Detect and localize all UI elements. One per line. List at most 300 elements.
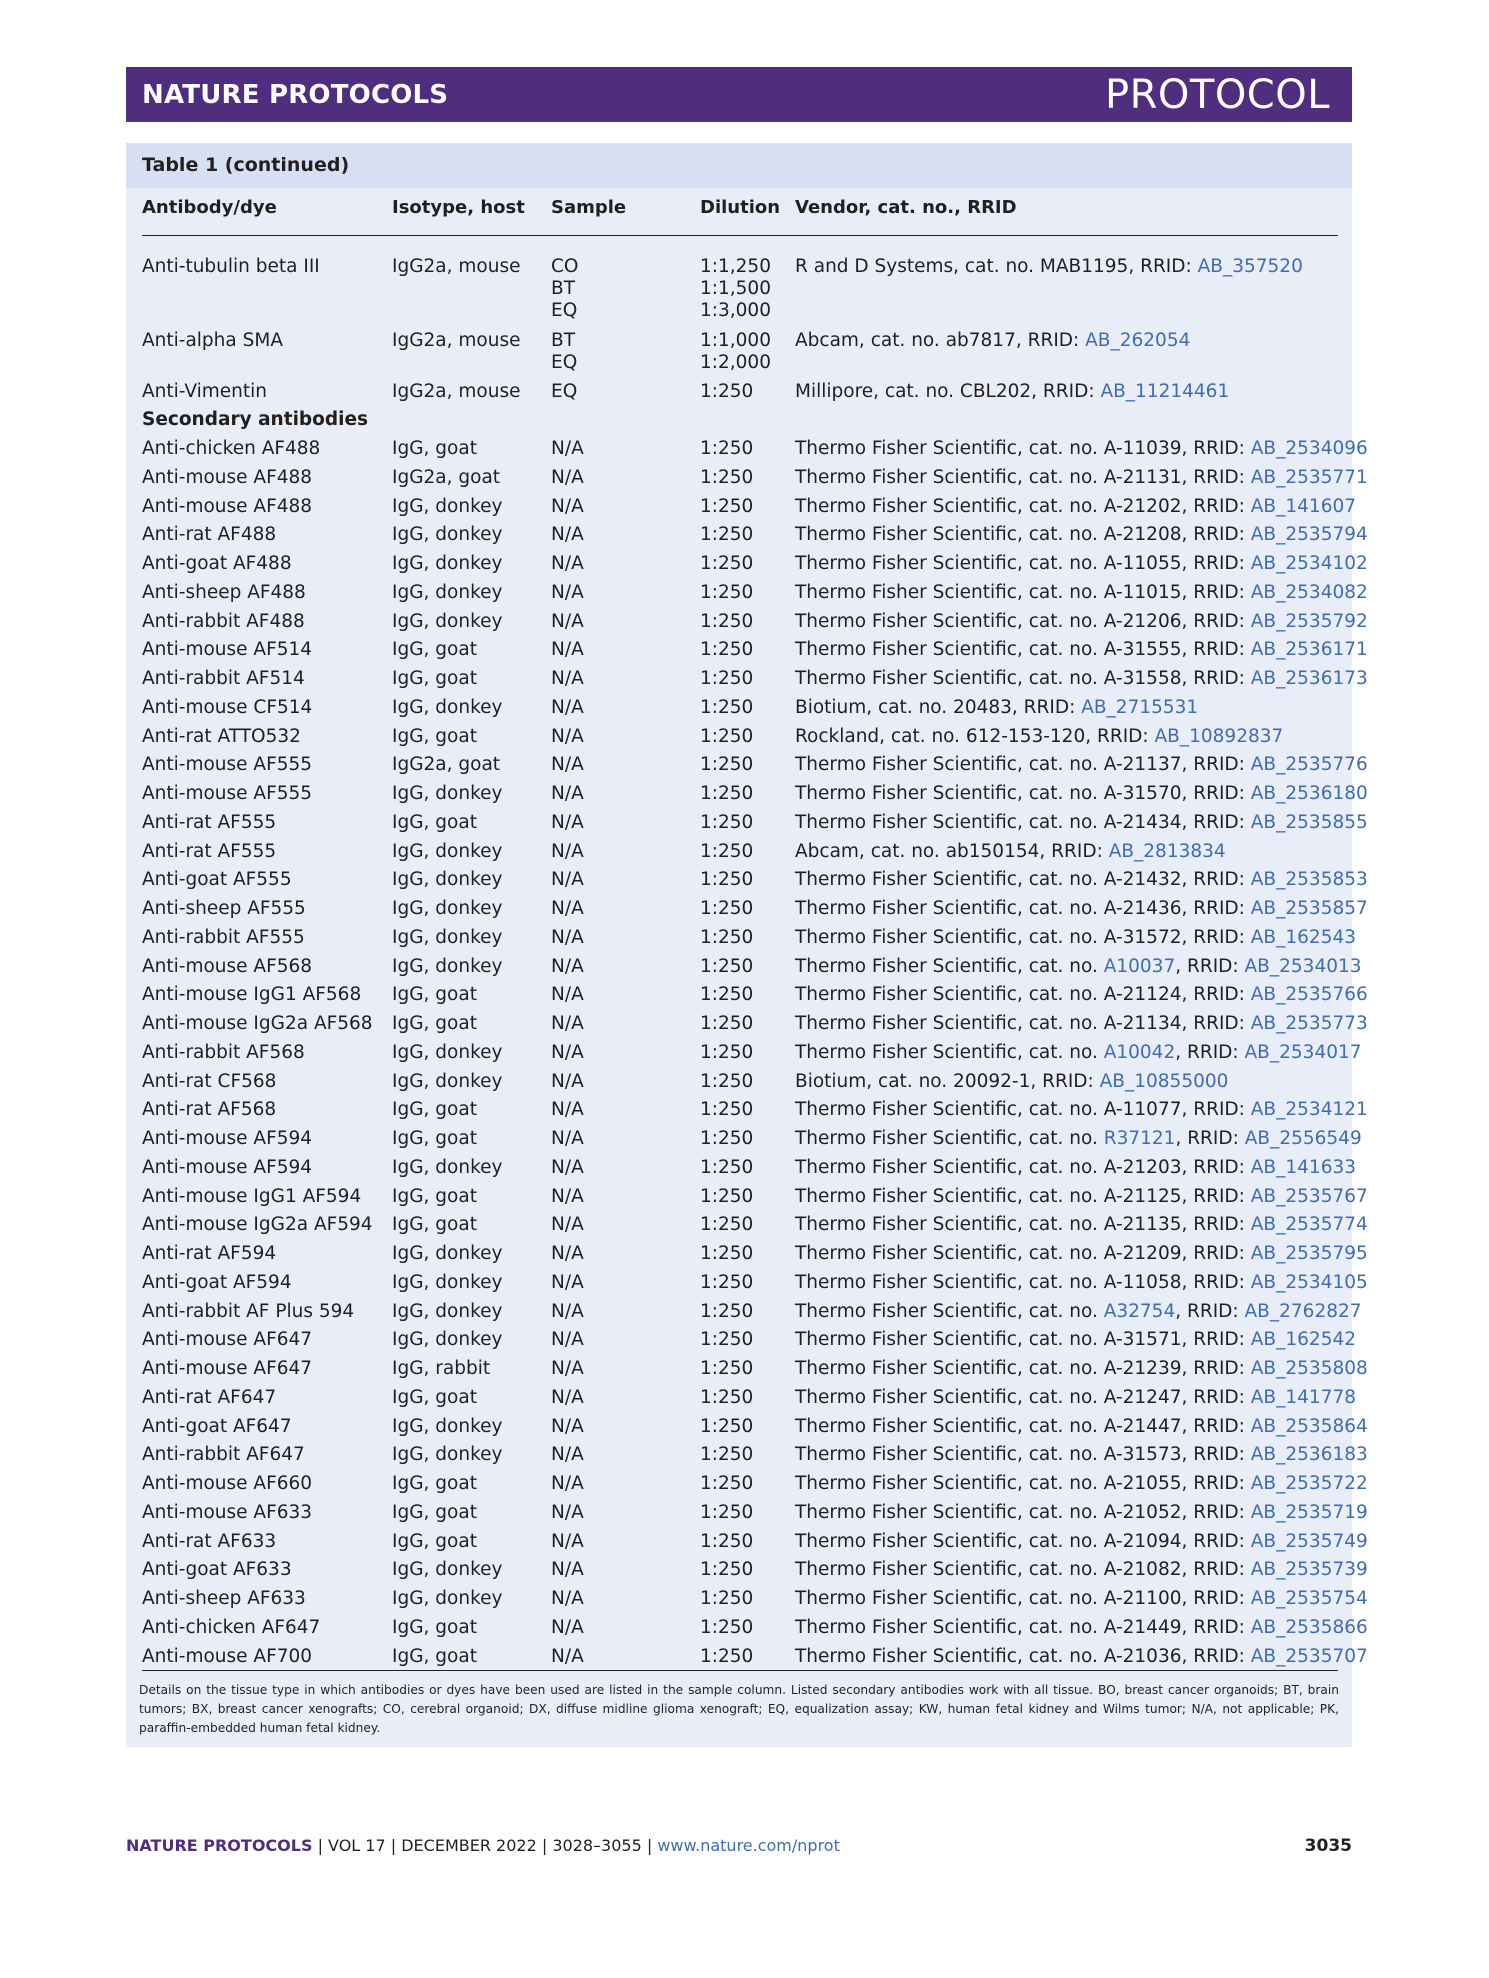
antibody-name: Anti-mouse IgG2a AF594 [142, 1214, 373, 1235]
vendor-text: Thermo Fisher Scientific, cat. no. A-11039, RRID: [795, 438, 1251, 459]
dilution-value: 1:250 [700, 381, 754, 402]
rrid-link[interactable]: AB_141633 [1250, 1157, 1356, 1178]
table-footnote: Details on the tissue type in which antibodies or dyes have been used are listed in the sample column. Listed secondary antibodies work with all tissue. BO, breast cancer organoids; BT, brain tumors; BX, breast cancer xenografts; CO, cerebral organoid; DX, diffuse midline glioma xenograft; EQ, equalization assay; KW, human fetal kidney and Wilms tumor; N/A, not applicable; PK, paraffin-embedded human fetal kidney. [139, 1683, 1339, 1735]
vendor-info [795, 898, 1368, 920]
vendor-info [795, 1243, 1368, 1265]
vendor-text: Thermo Fisher Scientific, cat. no. A-21052, RRID: [795, 1502, 1251, 1523]
footer-url-link[interactable]: www.nature.com/nprot [657, 1836, 840, 1855]
antibody-name: Anti-rat AF488 [142, 524, 277, 545]
dilution-value: 1:250 [700, 869, 754, 890]
vendor-text: , RRID: [1175, 956, 1245, 977]
vendor-text: R and D Systems, cat. no. MAB1195, RRID: [795, 256, 1198, 277]
dilution-value: 1:1,500 [700, 278, 771, 299]
vendor-info [795, 726, 1283, 748]
rrid-link[interactable]: AB_357520 [1197, 256, 1303, 277]
vendor-text: Thermo Fisher Scientific, cat. no. A-21094, RRID: [795, 1531, 1251, 1552]
antibody-name: Anti-rat AF555 [142, 841, 277, 862]
antibody-name: Anti-rat AF594 [142, 1243, 277, 1264]
sample-code: N/A [551, 1358, 584, 1379]
vendor-info [795, 1473, 1368, 1495]
rrid-link[interactable]: AB_2535766 [1250, 984, 1368, 1005]
vendor-info [795, 1272, 1368, 1294]
dilution-value: 1:250 [700, 1214, 754, 1235]
catalog-link[interactable]: A10042 [1103, 1042, 1176, 1063]
vendor-text: Thermo Fisher Scientific, cat. no. A-21209, RRID: [795, 1243, 1251, 1264]
dilution-value: 1:250 [700, 927, 754, 948]
sample-code: N/A [551, 524, 584, 545]
isotype-host: IgG, donkey [392, 496, 503, 517]
vendor-info [795, 1444, 1368, 1466]
sample-code: N/A [551, 496, 584, 517]
antibody-name: Anti-goat AF594 [142, 1272, 292, 1293]
rrid-link[interactable]: AB_2535808 [1250, 1358, 1368, 1379]
antibody-name: Anti-mouse AF594 [142, 1128, 313, 1149]
antibody-name: Anti-mouse IgG1 AF594 [142, 1186, 362, 1207]
dilution-value: 1:250 [700, 1416, 754, 1437]
rrid-link[interactable]: AB_141778 [1250, 1387, 1356, 1408]
vendor-info [795, 812, 1368, 834]
dilution-value: 1:250 [700, 984, 754, 1005]
dilution-value: 1:250 [700, 1559, 754, 1580]
antibody-name: Anti-rabbit AF488 [142, 611, 305, 632]
rrid-link[interactable]: AB_141607 [1250, 496, 1356, 517]
vendor-text: Thermo Fisher Scientific, cat. no. A-31571, RRID: [795, 1329, 1251, 1350]
isotype-host: IgG, donkey [392, 1559, 503, 1580]
dilution-value: 1:250 [700, 582, 754, 603]
sample-code: BT [551, 278, 575, 299]
isotype-host: IgG, goat [392, 1387, 477, 1408]
vendor-info [795, 496, 1356, 518]
dilution-value: 1:250 [700, 1387, 754, 1408]
antibody-name: Anti-Vimentin [142, 381, 268, 402]
vendor-info [795, 1588, 1368, 1610]
vendor-info [795, 381, 1229, 403]
rrid-link[interactable]: AB_2535795 [1250, 1243, 1368, 1264]
isotype-host: IgG, goat [392, 1214, 477, 1235]
rrid-link[interactable]: AB_162543 [1250, 927, 1356, 948]
vendor-info [795, 611, 1368, 633]
catalog-link[interactable]: A10037 [1103, 956, 1176, 977]
column-header-vendor: Vendor, cat. no., RRID [795, 197, 1017, 218]
isotype-host: IgG, donkey [392, 1416, 503, 1437]
isotype-host: IgG, rabbit [392, 1358, 491, 1379]
vendor-text: Thermo Fisher Scientific, cat. no. A-21055, RRID: [795, 1473, 1251, 1494]
sample-code: N/A [551, 1013, 584, 1034]
table-caption-bar [126, 143, 1352, 188]
footer-sep: | [312, 1836, 329, 1855]
rrid-link[interactable]: AB_2556549 [1244, 1128, 1362, 1149]
dilution-value: 1:250 [700, 754, 754, 775]
dilution-value: 1:250 [700, 1042, 754, 1063]
column-header-sample: Sample [551, 197, 627, 218]
sample-code: N/A [551, 984, 584, 1005]
rrid-link[interactable]: AB_2536173 [1250, 668, 1368, 689]
isotype-host: IgG, goat [392, 1186, 477, 1207]
isotype-host: IgG, goat [392, 1646, 477, 1667]
dilution-value: 1:1,000 [700, 330, 771, 351]
isotype-host: IgG, donkey [392, 524, 503, 545]
dilution-value: 1:250 [700, 726, 754, 747]
sample-code: BT [551, 330, 575, 351]
vendor-info [795, 1099, 1368, 1121]
vendor-text: Thermo Fisher Scientific, cat. no. A-21134, RRID: [795, 1013, 1251, 1034]
vendor-info [795, 869, 1368, 891]
vendor-text: Thermo Fisher Scientific, cat. no. A-21203, RRID: [795, 1157, 1251, 1178]
rrid-link[interactable]: AB_2535774 [1250, 1214, 1368, 1235]
sample-code: N/A [551, 1071, 584, 1092]
sample-code: N/A [551, 1329, 584, 1350]
sample-code: EQ [551, 300, 578, 321]
vendor-text: Thermo Fisher Scientific, cat. no. A-21202, RRID: [795, 496, 1251, 517]
sample-code: N/A [551, 927, 584, 948]
antibody-name: Anti-rat ATTO532 [142, 726, 301, 747]
vendor-text: Thermo Fisher Scientific, cat. no. A-21082, RRID: [795, 1559, 1251, 1580]
vendor-text: Thermo Fisher Scientific, cat. no. A-21432, RRID: [795, 869, 1251, 890]
vendor-text: Thermo Fisher Scientific, cat. no. A-21436, RRID: [795, 898, 1251, 919]
sample-code: N/A [551, 1128, 584, 1149]
dilution-value: 1:250 [700, 783, 754, 804]
isotype-host: IgG, donkey [392, 898, 503, 919]
dilution-value: 1:250 [700, 812, 754, 833]
sample-code: N/A [551, 438, 584, 459]
rrid-link[interactable]: AB_2535776 [1250, 754, 1368, 775]
vendor-info [795, 467, 1368, 489]
rrid-link[interactable]: AB_2535754 [1250, 1588, 1368, 1609]
footer-sep: | [641, 1836, 658, 1855]
footer-journal: NATURE PROTOCOLS [126, 1836, 313, 1855]
isotype-host: IgG2a, goat [392, 467, 501, 488]
isotype-host: IgG, donkey [392, 783, 503, 804]
dilution-value: 1:250 [700, 553, 754, 574]
vendor-info [795, 668, 1368, 690]
isotype-host: IgG, donkey [392, 869, 503, 890]
dilution-value: 1:250 [700, 1071, 754, 1092]
antibody-name: Anti-mouse IgG1 AF568 [142, 984, 362, 1005]
isotype-host: IgG2a, mouse [392, 256, 521, 277]
rrid-link[interactable]: AB_11214461 [1100, 381, 1230, 402]
sample-code: N/A [551, 1186, 584, 1207]
vendor-info [795, 1387, 1356, 1409]
vendor-info [795, 956, 1362, 978]
vendor-text: Millipore, cat. no. CBL202, RRID: [795, 381, 1101, 402]
dilution-value: 1:3,000 [700, 300, 771, 321]
vendor-info [795, 1301, 1362, 1323]
sample-code: N/A [551, 726, 584, 747]
vendor-text: Rockland, cat. no. 612-153-120, RRID: [795, 726, 1155, 747]
sample-code: N/A [551, 869, 584, 890]
vendor-text: , RRID: [1175, 1128, 1245, 1149]
vendor-info [795, 783, 1368, 805]
dilution-value: 1:250 [700, 1588, 754, 1609]
vendor-text: Thermo Fisher Scientific, cat. no. [795, 956, 1104, 977]
sample-code: N/A [551, 1157, 584, 1178]
sample-code: N/A [551, 1387, 584, 1408]
sample-code: N/A [551, 1531, 584, 1552]
journal-name: NATURE PROTOCOLS [142, 79, 449, 110]
footer-date: DECEMBER 2022 [401, 1836, 537, 1855]
sample-code: N/A [551, 754, 584, 775]
rrid-link[interactable]: AB_2535792 [1250, 611, 1368, 632]
vendor-text: Abcam, cat. no. ab7817, RRID: [795, 330, 1086, 351]
dilution-value: 1:250 [700, 496, 754, 517]
isotype-host: IgG2a, mouse [392, 381, 521, 402]
antibody-name: Anti-mouse AF555 [142, 754, 313, 775]
column-header-antibody: Antibody/dye [142, 197, 277, 218]
isotype-host: IgG, donkey [392, 1157, 503, 1178]
article-type: PROTOCOL [1104, 71, 1330, 118]
antibody-name: Anti-tubulin beta III [142, 256, 320, 277]
vendor-info [795, 553, 1368, 575]
rrid-link[interactable]: AB_162542 [1250, 1329, 1356, 1350]
antibody-name: Anti-mouse AF555 [142, 783, 313, 804]
vendor-text: Thermo Fisher Scientific, cat. no. [795, 1042, 1104, 1063]
sample-code: N/A [551, 611, 584, 632]
isotype-host: IgG, donkey [392, 1071, 503, 1092]
vendor-info [795, 639, 1368, 661]
catalog-link[interactable]: R37121 [1103, 1128, 1176, 1149]
sample-code: N/A [551, 1416, 584, 1437]
rrid-link[interactable]: AB_2535794 [1250, 524, 1368, 545]
isotype-host: IgG, donkey [392, 1588, 503, 1609]
rrid-link[interactable]: AB_2535864 [1250, 1416, 1368, 1437]
page-number: 3035 [1304, 1836, 1352, 1856]
antibody-name: Anti-rat AF555 [142, 812, 277, 833]
vendor-info [795, 697, 1198, 719]
vendor-text: Thermo Fisher Scientific, cat. no. [795, 1301, 1104, 1322]
antibody-name: Anti-rabbit AF568 [142, 1042, 305, 1063]
antibody-name: Anti-mouse CF514 [142, 697, 313, 718]
rrid-link[interactable]: AB_2762827 [1244, 1301, 1362, 1322]
sample-code: N/A [551, 1646, 584, 1667]
rrid-link[interactable]: AB_10855000 [1099, 1071, 1229, 1092]
rrid-link[interactable]: AB_2536183 [1250, 1444, 1368, 1465]
vendor-text: Thermo Fisher Scientific, cat. no. A-31558, RRID: [795, 668, 1251, 689]
isotype-host: IgG, goat [392, 438, 477, 459]
sample-code: N/A [551, 1502, 584, 1523]
antibody-name: Anti-mouse AF568 [142, 956, 313, 977]
antibody-name: Anti-goat AF555 [142, 869, 292, 890]
sample-code: EQ [551, 352, 578, 373]
isotype-host: IgG, goat [392, 1473, 477, 1494]
vendor-info [795, 1502, 1368, 1524]
vendor-info [795, 1157, 1356, 1179]
rrid-link[interactable]: AB_2535853 [1250, 869, 1368, 890]
antibody-name: Anti-chicken AF488 [142, 438, 321, 459]
rrid-link[interactable]: AB_2534121 [1250, 1099, 1368, 1120]
vendor-text: Thermo Fisher Scientific, cat. no. A-21137, RRID: [795, 754, 1251, 775]
dilution-value: 1:250 [700, 1186, 754, 1207]
antibody-name: Anti-sheep AF555 [142, 898, 306, 919]
vendor-info [795, 256, 1303, 278]
sample-code: N/A [551, 1444, 584, 1465]
antibody-name: Anti-rat CF568 [142, 1071, 277, 1092]
sample-code: N/A [551, 1617, 584, 1638]
catalog-link[interactable]: A32754 [1103, 1301, 1176, 1322]
dilution-value: 1:250 [700, 1646, 754, 1667]
rrid-link[interactable]: AB_2534082 [1250, 582, 1368, 603]
dilution-value: 1:250 [700, 1013, 754, 1034]
footer-rule [142, 1670, 1338, 1671]
vendor-info [795, 984, 1368, 1006]
rrid-link[interactable]: AB_2534013 [1244, 956, 1362, 977]
vendor-text: Thermo Fisher Scientific, cat. no. A-31572, RRID: [795, 927, 1251, 948]
vendor-info [795, 1646, 1368, 1668]
dilution-value: 1:250 [700, 1301, 754, 1322]
rrid-link[interactable]: AB_2535722 [1250, 1473, 1368, 1494]
rrid-link[interactable]: AB_2535719 [1250, 1502, 1368, 1523]
antibody-name: Anti-chicken AF647 [142, 1617, 321, 1638]
vendor-text: Thermo Fisher Scientific, cat. no. A-21036, RRID: [795, 1646, 1251, 1667]
rrid-link[interactable]: AB_2715531 [1081, 697, 1199, 718]
sample-code: N/A [551, 1099, 584, 1120]
rrid-link[interactable]: AB_2535857 [1250, 898, 1368, 919]
isotype-host: IgG, donkey [392, 956, 503, 977]
antibody-name: Anti-rabbit AF647 [142, 1444, 305, 1465]
sample-code: N/A [551, 841, 584, 862]
isotype-host: IgG2a, mouse [392, 330, 521, 351]
header-rule [142, 235, 1338, 236]
rrid-link[interactable]: AB_2535773 [1250, 1013, 1368, 1034]
dilution-value: 1:250 [700, 1358, 754, 1379]
rrid-link[interactable]: AB_2536171 [1250, 639, 1368, 660]
antibody-name: Anti-mouse IgG2a AF568 [142, 1013, 373, 1034]
isotype-host: IgG, goat [392, 1531, 477, 1552]
vendor-info [795, 1416, 1368, 1438]
antibody-name: Anti-mouse AF594 [142, 1157, 313, 1178]
sample-code: N/A [551, 812, 584, 833]
rrid-link[interactable]: AB_2535739 [1250, 1559, 1368, 1580]
antibody-name: Anti-mouse AF700 [142, 1646, 313, 1667]
rrid-link[interactable]: AB_2536180 [1250, 783, 1368, 804]
sample-code: N/A [551, 697, 584, 718]
vendor-info [795, 1071, 1228, 1093]
rrid-link[interactable]: AB_2534105 [1250, 1272, 1368, 1293]
vendor-text: Biotium, cat. no. 20483, RRID: [795, 697, 1082, 718]
sample-code: N/A [551, 1243, 584, 1264]
vendor-info [795, 841, 1226, 863]
vendor-info [795, 1186, 1368, 1208]
antibody-name: Anti-rat AF647 [142, 1387, 277, 1408]
dilution-value: 1:250 [700, 611, 754, 632]
isotype-host: IgG, donkey [392, 553, 503, 574]
isotype-host: IgG, donkey [392, 582, 503, 603]
rrid-link[interactable]: AB_2535866 [1250, 1617, 1368, 1638]
sample-code: EQ [551, 381, 578, 402]
sample-code: N/A [551, 467, 584, 488]
footer-sep: | [385, 1836, 402, 1855]
vendor-info [795, 438, 1368, 460]
dilution-value: 1:250 [700, 1502, 754, 1523]
sample-code: N/A [551, 582, 584, 603]
dilution-value: 1:250 [700, 1243, 754, 1264]
rrid-link[interactable]: AB_2534096 [1250, 438, 1368, 459]
dilution-value: 1:250 [700, 1617, 754, 1638]
section-label: Secondary antibodies [142, 409, 369, 430]
vendor-info [795, 1128, 1362, 1150]
antibody-name: Anti-rat AF568 [142, 1099, 277, 1120]
isotype-host: IgG, goat [392, 1099, 477, 1120]
sample-code: N/A [551, 783, 584, 804]
vendor-text: Thermo Fisher Scientific, cat. no. A-21124, RRID: [795, 984, 1251, 1005]
dilution-value: 1:250 [700, 438, 754, 459]
vendor-text: Thermo Fisher Scientific, cat. no. A-21434, RRID: [795, 812, 1251, 833]
antibody-name: Anti-mouse AF488 [142, 467, 313, 488]
rrid-link[interactable]: AB_2813834 [1108, 841, 1226, 862]
rrid-link[interactable]: AB_262054 [1085, 330, 1191, 351]
antibody-name: Anti-mouse AF647 [142, 1358, 313, 1379]
vendor-info [795, 1329, 1356, 1351]
dilution-value: 1:250 [700, 697, 754, 718]
antibody-name: Anti-rabbit AF555 [142, 927, 305, 948]
antibody-name: Anti-mouse AF488 [142, 496, 313, 517]
rrid-link[interactable]: AB_2535767 [1250, 1186, 1368, 1207]
sample-code: N/A [551, 1214, 584, 1235]
vendor-text: Thermo Fisher Scientific, cat. no. A-31570, RRID: [795, 783, 1251, 804]
vendor-info [795, 1559, 1368, 1581]
vendor-text: Thermo Fisher Scientific, cat. no. A-31555, RRID: [795, 639, 1251, 660]
antibody-name: Anti-rabbit AF Plus 594 [142, 1301, 355, 1322]
rrid-link[interactable]: AB_2535707 [1250, 1646, 1368, 1667]
vendor-info [795, 1617, 1368, 1639]
dilution-value: 1:250 [700, 467, 754, 488]
isotype-host: IgG, goat [392, 668, 477, 689]
rrid-link[interactable]: AB_2535855 [1250, 812, 1368, 833]
antibody-name: Anti-goat AF647 [142, 1416, 292, 1437]
antibody-name: Anti-alpha SMA [142, 330, 283, 351]
dilution-value: 1:250 [700, 898, 754, 919]
sample-code: N/A [551, 668, 584, 689]
rrid-link[interactable]: AB_2535771 [1250, 467, 1368, 488]
rrid-link[interactable]: AB_2534102 [1250, 553, 1368, 574]
isotype-host: IgG, goat [392, 984, 477, 1005]
dilution-value: 1:250 [700, 1444, 754, 1465]
vendor-info [795, 330, 1190, 352]
table-panel [126, 143, 1368, 1747]
sample-code: N/A [551, 1588, 584, 1609]
vendor-text: Abcam, cat. no. ab150154, RRID: [795, 841, 1109, 862]
dilution-value: 1:250 [700, 1329, 754, 1350]
sample-code: N/A [551, 898, 584, 919]
dilution-value: 1:250 [700, 1157, 754, 1178]
sample-code: N/A [551, 1301, 584, 1322]
antibody-name: Anti-rat AF633 [142, 1531, 277, 1552]
isotype-host: IgG, goat [392, 1128, 477, 1149]
rrid-link[interactable]: AB_2534017 [1244, 1042, 1362, 1063]
rrid-link[interactable]: AB_2535749 [1250, 1531, 1368, 1552]
footer-pages: 3028–3055 [552, 1836, 642, 1855]
isotype-host: IgG, donkey [392, 1444, 503, 1465]
antibody-name: Anti-mouse AF647 [142, 1329, 313, 1350]
vendor-info [795, 524, 1368, 546]
dilution-value: 1:250 [700, 956, 754, 977]
isotype-host: IgG, donkey [392, 1042, 503, 1063]
rrid-link[interactable]: AB_10892837 [1154, 726, 1284, 747]
footer-sep: | [536, 1836, 553, 1855]
antibody-name: Anti-sheep AF633 [142, 1588, 306, 1609]
vendor-info [795, 1358, 1368, 1380]
dilution-value: 1:250 [700, 1128, 754, 1149]
isotype-host: IgG, donkey [392, 1243, 503, 1264]
dilution-value: 1:250 [700, 639, 754, 660]
footer-volume: VOL 17 [328, 1836, 386, 1855]
dilution-value: 1:250 [700, 668, 754, 689]
vendor-text: Thermo Fisher Scientific, cat. no. A-21206, RRID: [795, 611, 1251, 632]
antibody-name: Anti-goat AF633 [142, 1559, 292, 1580]
antibody-name: Anti-sheep AF488 [142, 582, 306, 603]
vendor-text: Thermo Fisher Scientific, cat. no. A-21125, RRID: [795, 1186, 1251, 1207]
isotype-host: IgG, donkey [392, 1301, 503, 1322]
isotype-host: IgG, donkey [392, 697, 503, 718]
